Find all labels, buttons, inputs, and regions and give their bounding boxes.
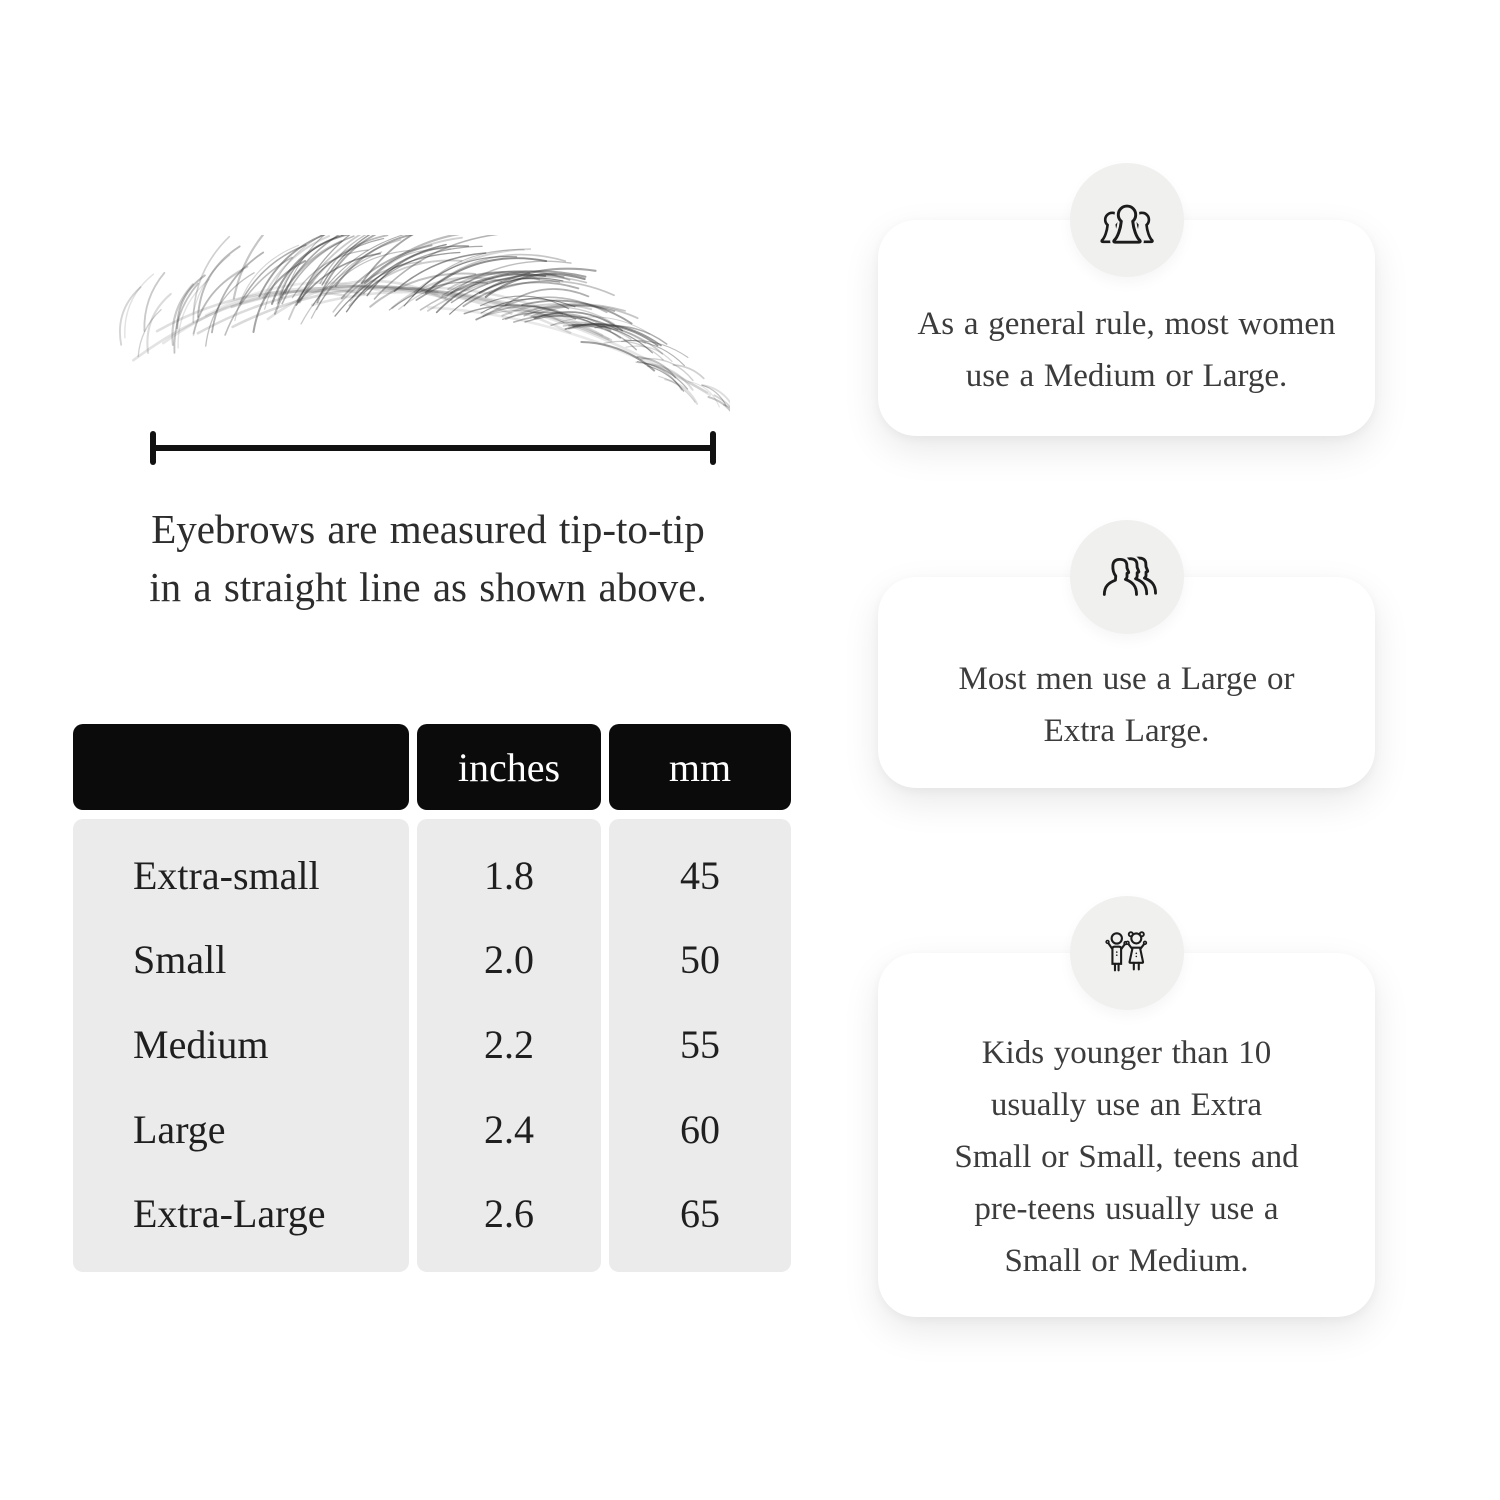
mm-value-cell: 60 <box>680 1106 720 1152</box>
caption-line-2: in a straight line as shown above. <box>149 564 707 610</box>
kids-info-card <box>878 953 1375 1317</box>
card-text-line: Kids younger than 10 <box>981 1035 1272 1071</box>
men-info-card <box>878 577 1375 788</box>
inches-value-cell: 2.2 <box>484 1021 534 1067</box>
card-text-line: pre-teens usually use a <box>974 1191 1279 1227</box>
table-header-mm: mm <box>609 724 791 810</box>
inches-column <box>417 724 601 1272</box>
size-name-column <box>73 724 409 1272</box>
men-group-icon <box>1094 544 1160 610</box>
women-group-icon <box>1094 187 1160 253</box>
mm-value-cell: 45 <box>680 852 720 898</box>
kids-icon <box>1096 922 1158 984</box>
mm-value-cell: 65 <box>680 1191 720 1237</box>
women-icon-circle <box>1070 163 1184 277</box>
inches-value-cell: 1.8 <box>484 852 534 898</box>
kids-icon-circle <box>1070 896 1184 1010</box>
size-name-cell: Medium <box>133 1021 269 1067</box>
mm-value-cell: 50 <box>680 937 720 983</box>
eyebrow-illustration <box>112 235 730 413</box>
size-name-cell: Large <box>133 1106 226 1152</box>
size-name-cell: Small <box>133 937 227 983</box>
caption-line-1: Eyebrows are measured tip-to-tip <box>151 506 705 552</box>
mm-body <box>609 819 791 1272</box>
table-header-inches: inches <box>417 724 601 810</box>
measurement-line <box>150 431 716 465</box>
card-text-line: Small or Small, teens and <box>954 1139 1299 1175</box>
inches-value-cell: 2.0 <box>484 937 534 983</box>
card-text-line: Extra Large. <box>1043 712 1210 749</box>
inches-body <box>417 819 601 1272</box>
card-text-line: use a Medium or Large. <box>965 358 1288 394</box>
women-info-card <box>878 220 1375 436</box>
inches-value-cell: 2.6 <box>484 1191 534 1237</box>
card-text-line: Most men use a Large or <box>958 660 1295 697</box>
measurement-caption <box>70 500 786 616</box>
mm-column <box>609 724 791 1272</box>
inches-value-cell: 2.4 <box>484 1106 534 1152</box>
men-icon-circle <box>1070 520 1184 634</box>
size-name-cell: Extra-Large <box>133 1191 326 1237</box>
measurement-line-right-cap <box>710 431 716 465</box>
size-name-body <box>73 819 409 1272</box>
size-name-cell: Extra-small <box>133 852 320 898</box>
card-text-line: usually use an Extra <box>990 1087 1263 1123</box>
size-chart-table <box>73 724 791 1272</box>
card-text-line: As a general rule, most women <box>917 306 1336 342</box>
card-text-line: Small or Medium. <box>1004 1243 1249 1279</box>
table-header-blank <box>73 724 409 810</box>
mm-value-cell: 55 <box>680 1021 720 1067</box>
measurement-line-bar <box>152 445 714 451</box>
